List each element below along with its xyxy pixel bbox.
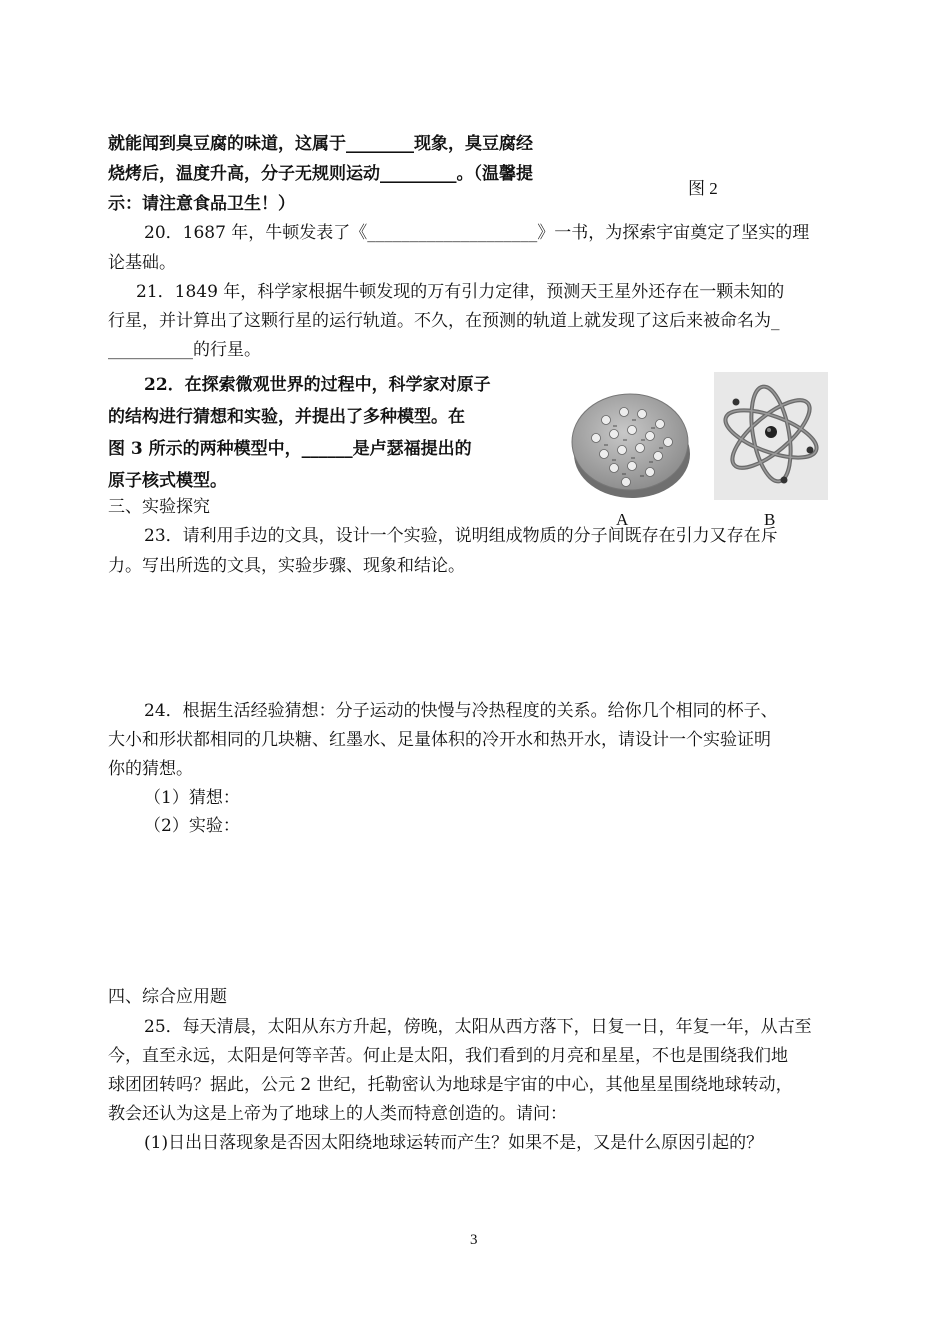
q24-line-2: 大小和形状都相同的几块糖、红墨水、足量体积的冷开水和热开水，请设计一个实验证明 xyxy=(108,730,771,750)
q22-line-4: 原子核式模型。 xyxy=(108,471,227,491)
q19-line-3: 示：请注意食品卫生！） xyxy=(108,194,295,214)
q24-sub-2: （2）实验： xyxy=(144,816,240,836)
q22-line-2: 的结构进行猜想和实验，并提出了多种模型。在 xyxy=(108,407,465,427)
q25-line-1: 25．每天清晨，太阳从东方升起，傍晚，太阳从西方落下，日复一日，年复一年，从古至 xyxy=(144,1017,812,1037)
q25-line-2: 今，直至永远，太阳是何等辛苦。何止是太阳，我们看到的月亮和星星，不也是围绕我们地 xyxy=(108,1046,788,1066)
figure-2-label: 图 2 xyxy=(688,179,718,198)
q21-line-1: 21．1849 年，科学家根据牛顿发现的万有引力定律，预测天王星外还存在一颗未知的 xyxy=(136,282,785,302)
q24-sub-1: （1）猜想： xyxy=(144,788,240,808)
q22-line-1: 22．在探索微观世界的过程中，科学家对原子 xyxy=(144,375,491,395)
q20-line-2: 论基础。 xyxy=(108,253,176,273)
q25-sub-1: (1)日出日落现象是否因太阳绕地球运转而产生？如果不是，又是什么原因引起的？ xyxy=(144,1133,764,1153)
model-b-label: B xyxy=(764,510,776,529)
q19-line-1: 就能闻到臭豆腐的味道，这属于________现象，臭豆腐经 xyxy=(108,134,533,154)
atom-model-a-image xyxy=(566,382,696,504)
page-number: 3 xyxy=(470,1232,478,1248)
q19-line-2: 烧烤后，温度升高，分子无规则运动_________。（温馨提 xyxy=(108,164,533,184)
q24-line-3: 你的猜想。 xyxy=(108,759,193,779)
q24-line-1: 24．根据生活经验猜想：分子运动的快慢与冷热程度的关系。给你几个相同的杯子、 xyxy=(144,701,778,721)
q23-line-2: 力。写出所选的文具，实验步骤、现象和结论。 xyxy=(108,556,465,576)
q20-line-1: 20．1687 年，牛顿发表了《____________________》一书，为探索宇宙奠定了坚实的理 xyxy=(144,223,810,243)
model-a-label: A xyxy=(616,510,629,529)
q25-line-4: 教会还认为这是上帝为了地球上的人类而特意创造的。请问： xyxy=(108,1104,567,1124)
q21-line-2: 行星，并计算出了这颗行星的运行轨道。不久，在预测的轨道上就发现了这后来被命名为_ xyxy=(108,311,780,331)
q25-line-3: 球团团转吗？据此，公元 2 世纪，托勒密认为地球是宇宙的中心，其他星星围绕地球转动， xyxy=(108,1075,793,1095)
section-4-heading: 四、综合应用题 xyxy=(108,987,227,1007)
q21-line-3: __________的行星。 xyxy=(108,340,261,360)
q22-line-3: 图 3 所示的两种模型中，______是卢瑟福提出的 xyxy=(108,439,472,459)
q23-line-1: 23．请利用手边的文具，设计一个实验，说明组成物质的分子间既存在引力又存在斥 xyxy=(144,526,778,546)
section-3-heading: 三、实验探究 xyxy=(108,497,210,517)
atom-model-b-image xyxy=(714,372,828,500)
